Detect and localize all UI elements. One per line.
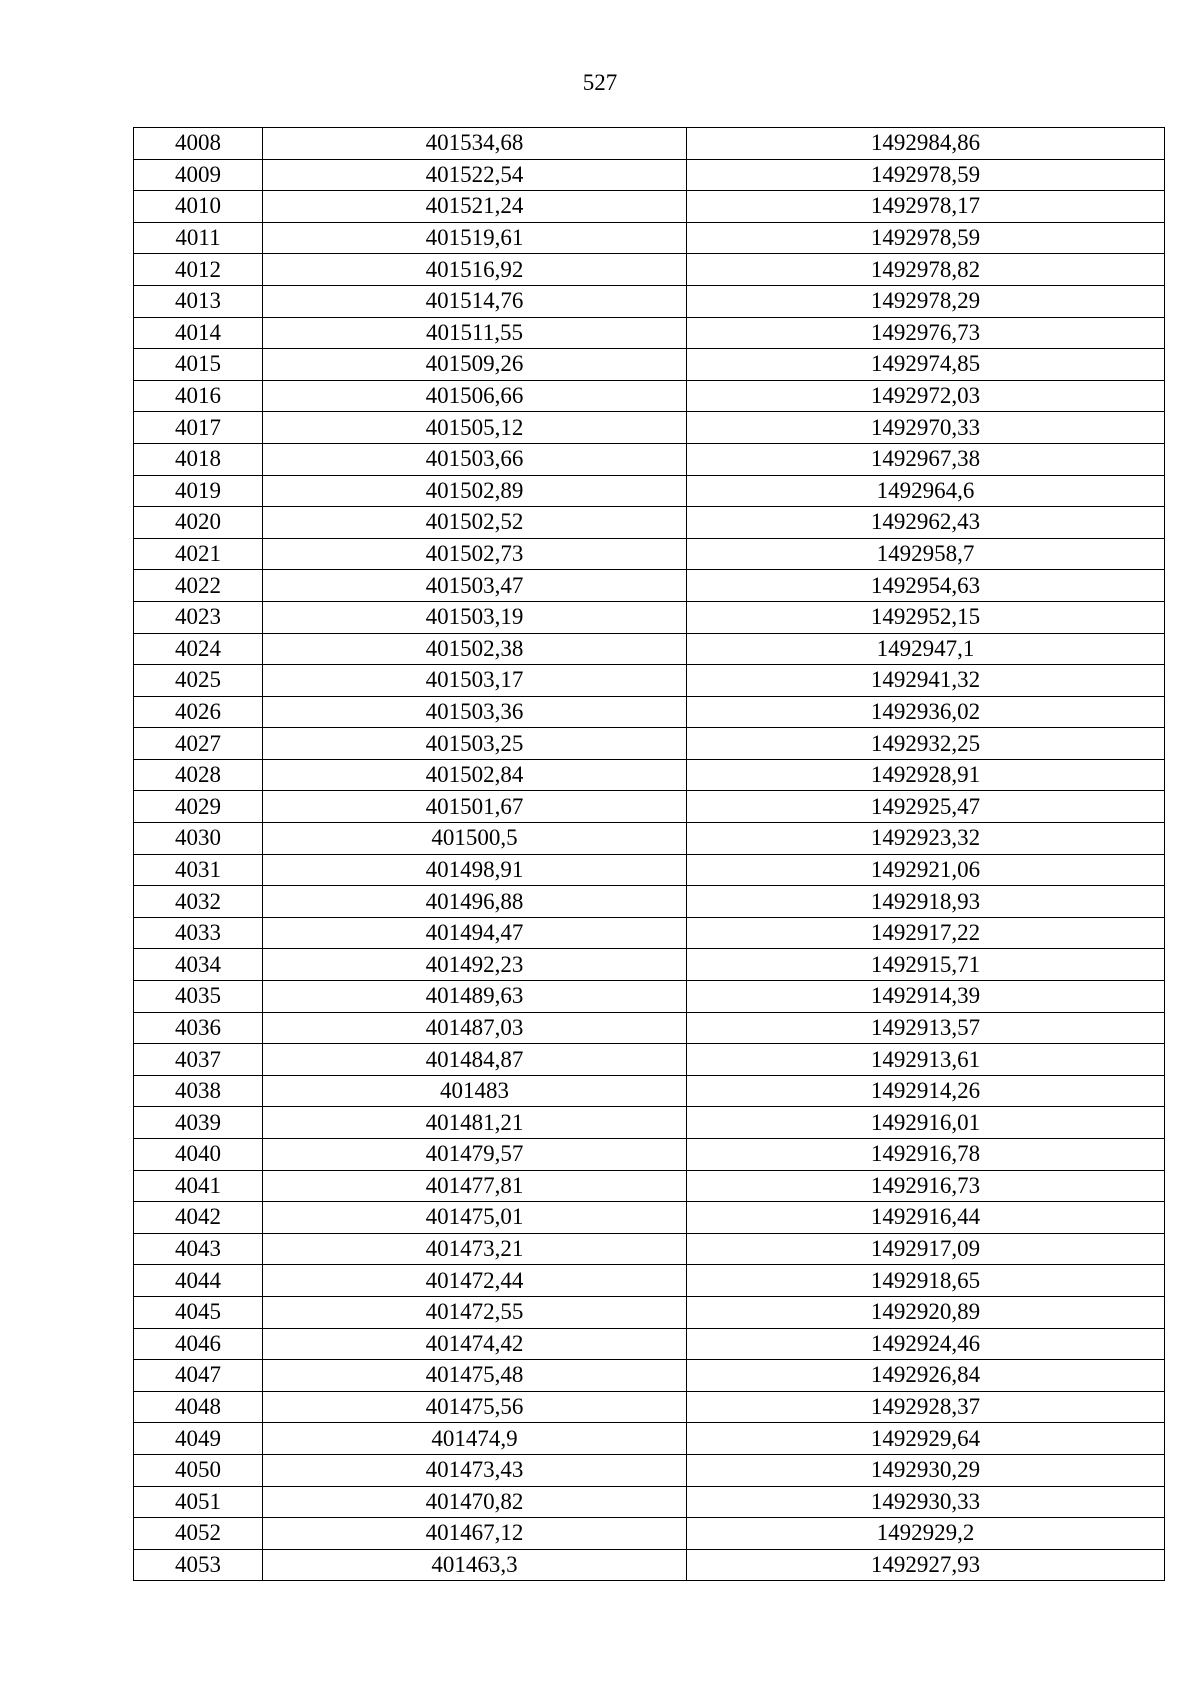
table-row [134, 1202, 1165, 1234]
point-number-cell: 4022 [134, 570, 263, 602]
y-coordinate-cell: 1492924,46 [687, 1328, 1165, 1360]
x-coordinate-cell: 401502,89 [263, 475, 687, 507]
table-row [134, 917, 1165, 949]
x-coordinate-cell: 401470,82 [263, 1486, 687, 1518]
table-row [134, 1233, 1165, 1265]
x-coordinate-cell: 401487,03 [263, 1012, 687, 1044]
y-coordinate-cell: 1492930,29 [687, 1454, 1165, 1486]
y-coordinate-cell: 1492915,71 [687, 949, 1165, 981]
x-coordinate-cell: 401475,48 [263, 1360, 687, 1392]
point-number-cell: 4016 [134, 380, 263, 412]
table-row [134, 791, 1165, 823]
y-coordinate-cell: 1492913,61 [687, 1044, 1165, 1076]
x-coordinate-cell: 401502,52 [263, 507, 687, 539]
table-row [134, 633, 1165, 665]
point-number-cell: 4028 [134, 759, 263, 791]
point-number-cell: 4046 [134, 1328, 263, 1360]
point-number-cell: 4032 [134, 886, 263, 918]
point-number-cell: 4023 [134, 601, 263, 633]
table-row [134, 759, 1165, 791]
point-number-cell: 4024 [134, 633, 263, 665]
x-coordinate-cell: 401492,23 [263, 949, 687, 981]
page-number: 527 [582, 70, 618, 95]
y-coordinate-cell: 1492954,63 [687, 570, 1165, 602]
point-number-cell: 4020 [134, 507, 263, 539]
y-coordinate-cell: 1492921,06 [687, 854, 1165, 886]
point-number-cell: 4050 [134, 1454, 263, 1486]
x-coordinate-cell: 401481,21 [263, 1107, 687, 1139]
table-row [134, 191, 1165, 223]
table-row [134, 1328, 1165, 1360]
y-coordinate-cell: 1492916,73 [687, 1170, 1165, 1202]
x-coordinate-cell: 401516,92 [263, 254, 687, 286]
table-row [134, 823, 1165, 855]
table-row [134, 1423, 1165, 1455]
point-number-cell: 4015 [134, 349, 263, 381]
table-row [134, 886, 1165, 918]
table-row [134, 1549, 1165, 1581]
point-number-cell: 4040 [134, 1139, 263, 1171]
point-number-cell: 4039 [134, 1107, 263, 1139]
point-number-cell: 4038 [134, 1075, 263, 1107]
table-row [134, 507, 1165, 539]
point-number-cell: 4019 [134, 475, 263, 507]
x-coordinate-cell: 401501,67 [263, 791, 687, 823]
y-coordinate-cell: 1492920,89 [687, 1296, 1165, 1328]
table-row [134, 538, 1165, 570]
point-number-cell: 4044 [134, 1265, 263, 1297]
point-number-cell: 4014 [134, 317, 263, 349]
point-number-cell: 4052 [134, 1518, 263, 1550]
point-number-cell: 4017 [134, 412, 263, 444]
x-coordinate-cell: 401503,36 [263, 696, 687, 728]
y-coordinate-cell: 1492976,73 [687, 317, 1165, 349]
point-number-cell: 4053 [134, 1549, 263, 1581]
y-coordinate-cell: 1492926,84 [687, 1360, 1165, 1392]
y-coordinate-cell: 1492978,59 [687, 159, 1165, 191]
table-row [134, 1265, 1165, 1297]
table-row [134, 317, 1165, 349]
y-coordinate-cell: 1492914,26 [687, 1075, 1165, 1107]
y-coordinate-cell: 1492930,33 [687, 1486, 1165, 1518]
x-coordinate-cell: 401503,25 [263, 728, 687, 760]
y-coordinate-cell: 1492929,2 [687, 1518, 1165, 1550]
y-coordinate-cell: 1492978,29 [687, 285, 1165, 317]
point-number-cell: 4030 [134, 823, 263, 855]
x-coordinate-cell: 401509,26 [263, 349, 687, 381]
x-coordinate-cell: 401483 [263, 1075, 687, 1107]
table-row [134, 159, 1165, 191]
x-coordinate-cell: 401514,76 [263, 285, 687, 317]
x-coordinate-cell: 401519,61 [263, 222, 687, 254]
point-number-cell: 4010 [134, 191, 263, 223]
table-row [134, 570, 1165, 602]
point-number-cell: 4011 [134, 222, 263, 254]
y-coordinate-cell: 1492941,32 [687, 665, 1165, 697]
point-number-cell: 4034 [134, 949, 263, 981]
point-number-cell: 4026 [134, 696, 263, 728]
table-row [134, 222, 1165, 254]
table-row [134, 696, 1165, 728]
y-coordinate-cell: 1492917,09 [687, 1233, 1165, 1265]
table-row [134, 1139, 1165, 1171]
table-row [134, 475, 1165, 507]
point-number-cell: 4043 [134, 1233, 263, 1265]
x-coordinate-cell: 401477,81 [263, 1170, 687, 1202]
x-coordinate-cell: 401479,57 [263, 1139, 687, 1171]
y-coordinate-cell: 1492947,1 [687, 633, 1165, 665]
x-coordinate-cell: 401503,19 [263, 601, 687, 633]
y-coordinate-cell: 1492916,78 [687, 1139, 1165, 1171]
point-number-cell: 4025 [134, 665, 263, 697]
x-coordinate-cell: 401474,9 [263, 1423, 687, 1455]
point-number-cell: 4018 [134, 443, 263, 475]
table-row [134, 1170, 1165, 1202]
x-coordinate-cell: 401463,3 [263, 1549, 687, 1581]
point-number-cell: 4047 [134, 1360, 263, 1392]
point-number-cell: 4042 [134, 1202, 263, 1234]
y-coordinate-cell: 1492978,82 [687, 254, 1165, 286]
y-coordinate-cell: 1492929,64 [687, 1423, 1165, 1455]
y-coordinate-cell: 1492952,15 [687, 601, 1165, 633]
x-coordinate-cell: 401498,91 [263, 854, 687, 886]
point-number-cell: 4035 [134, 981, 263, 1013]
point-number-cell: 4033 [134, 917, 263, 949]
table-row [134, 1107, 1165, 1139]
x-coordinate-cell: 401534,68 [263, 128, 687, 160]
table-row [134, 443, 1165, 475]
y-coordinate-cell: 1492916,01 [687, 1107, 1165, 1139]
table-row [134, 728, 1165, 760]
x-coordinate-cell: 401511,55 [263, 317, 687, 349]
y-coordinate-cell: 1492972,03 [687, 380, 1165, 412]
y-coordinate-cell: 1492914,39 [687, 981, 1165, 1013]
y-coordinate-cell: 1492984,86 [687, 128, 1165, 160]
table-row [134, 349, 1165, 381]
y-coordinate-cell: 1492964,6 [687, 475, 1165, 507]
table-row [134, 665, 1165, 697]
y-coordinate-cell: 1492917,22 [687, 917, 1165, 949]
x-coordinate-cell: 401474,42 [263, 1328, 687, 1360]
x-coordinate-cell: 401472,44 [263, 1265, 687, 1297]
point-number-cell: 4031 [134, 854, 263, 886]
x-coordinate-cell: 401505,12 [263, 412, 687, 444]
y-coordinate-cell: 1492928,37 [687, 1391, 1165, 1423]
table-row [134, 601, 1165, 633]
table-row [134, 1075, 1165, 1107]
table-row [134, 1012, 1165, 1044]
y-coordinate-cell: 1492918,93 [687, 886, 1165, 918]
x-coordinate-cell: 401489,63 [263, 981, 687, 1013]
y-coordinate-cell: 1492918,65 [687, 1265, 1165, 1297]
x-coordinate-cell: 401473,21 [263, 1233, 687, 1265]
y-coordinate-cell: 1492970,33 [687, 412, 1165, 444]
coordinates-table [133, 127, 1165, 1581]
point-number-cell: 4021 [134, 538, 263, 570]
point-number-cell: 4027 [134, 728, 263, 760]
table-row [134, 1360, 1165, 1392]
point-number-cell: 4036 [134, 1012, 263, 1044]
x-coordinate-cell: 401503,17 [263, 665, 687, 697]
table-row [134, 981, 1165, 1013]
table-row [134, 285, 1165, 317]
table-row [134, 1044, 1165, 1076]
table-row [134, 854, 1165, 886]
point-number-cell: 4045 [134, 1296, 263, 1328]
y-coordinate-cell: 1492913,57 [687, 1012, 1165, 1044]
y-coordinate-cell: 1492932,25 [687, 728, 1165, 760]
y-coordinate-cell: 1492967,38 [687, 443, 1165, 475]
table-row [134, 1518, 1165, 1550]
y-coordinate-cell: 1492927,93 [687, 1549, 1165, 1581]
x-coordinate-cell: 401475,56 [263, 1391, 687, 1423]
point-number-cell: 4009 [134, 159, 263, 191]
y-coordinate-cell: 1492923,32 [687, 823, 1165, 855]
x-coordinate-cell: 401506,66 [263, 380, 687, 412]
x-coordinate-cell: 401473,43 [263, 1454, 687, 1486]
point-number-cell: 4049 [134, 1423, 263, 1455]
table-row [134, 254, 1165, 286]
point-number-cell: 4029 [134, 791, 263, 823]
y-coordinate-cell: 1492962,43 [687, 507, 1165, 539]
point-number-cell: 4008 [134, 128, 263, 160]
y-coordinate-cell: 1492925,47 [687, 791, 1165, 823]
y-coordinate-cell: 1492916,44 [687, 1202, 1165, 1234]
point-number-cell: 4041 [134, 1170, 263, 1202]
table-row [134, 1391, 1165, 1423]
x-coordinate-cell: 401467,12 [263, 1518, 687, 1550]
x-coordinate-cell: 401521,24 [263, 191, 687, 223]
y-coordinate-cell: 1492936,02 [687, 696, 1165, 728]
point-number-cell: 4012 [134, 254, 263, 286]
point-number-cell: 4051 [134, 1486, 263, 1518]
table-row [134, 1296, 1165, 1328]
x-coordinate-cell: 401484,87 [263, 1044, 687, 1076]
y-coordinate-cell: 1492978,17 [687, 191, 1165, 223]
table-row [134, 128, 1165, 160]
table-row [134, 412, 1165, 444]
x-coordinate-cell: 401496,88 [263, 886, 687, 918]
x-coordinate-cell: 401502,73 [263, 538, 687, 570]
y-coordinate-cell: 1492978,59 [687, 222, 1165, 254]
y-coordinate-cell: 1492974,85 [687, 349, 1165, 381]
point-number-cell: 4048 [134, 1391, 263, 1423]
table-row [134, 1454, 1165, 1486]
table-row [134, 1486, 1165, 1518]
x-coordinate-cell: 401502,84 [263, 759, 687, 791]
x-coordinate-cell: 401502,38 [263, 633, 687, 665]
y-coordinate-cell: 1492928,91 [687, 759, 1165, 791]
table-row [134, 380, 1165, 412]
coordinates-table-body [134, 128, 1165, 1581]
x-coordinate-cell: 401494,47 [263, 917, 687, 949]
x-coordinate-cell: 401475,01 [263, 1202, 687, 1234]
x-coordinate-cell: 401472,55 [263, 1296, 687, 1328]
x-coordinate-cell: 401503,47 [263, 570, 687, 602]
y-coordinate-cell: 1492958,7 [687, 538, 1165, 570]
x-coordinate-cell: 401500,5 [263, 823, 687, 855]
x-coordinate-cell: 401503,66 [263, 443, 687, 475]
point-number-cell: 4037 [134, 1044, 263, 1076]
x-coordinate-cell: 401522,54 [263, 159, 687, 191]
point-number-cell: 4013 [134, 285, 263, 317]
table-row [134, 949, 1165, 981]
